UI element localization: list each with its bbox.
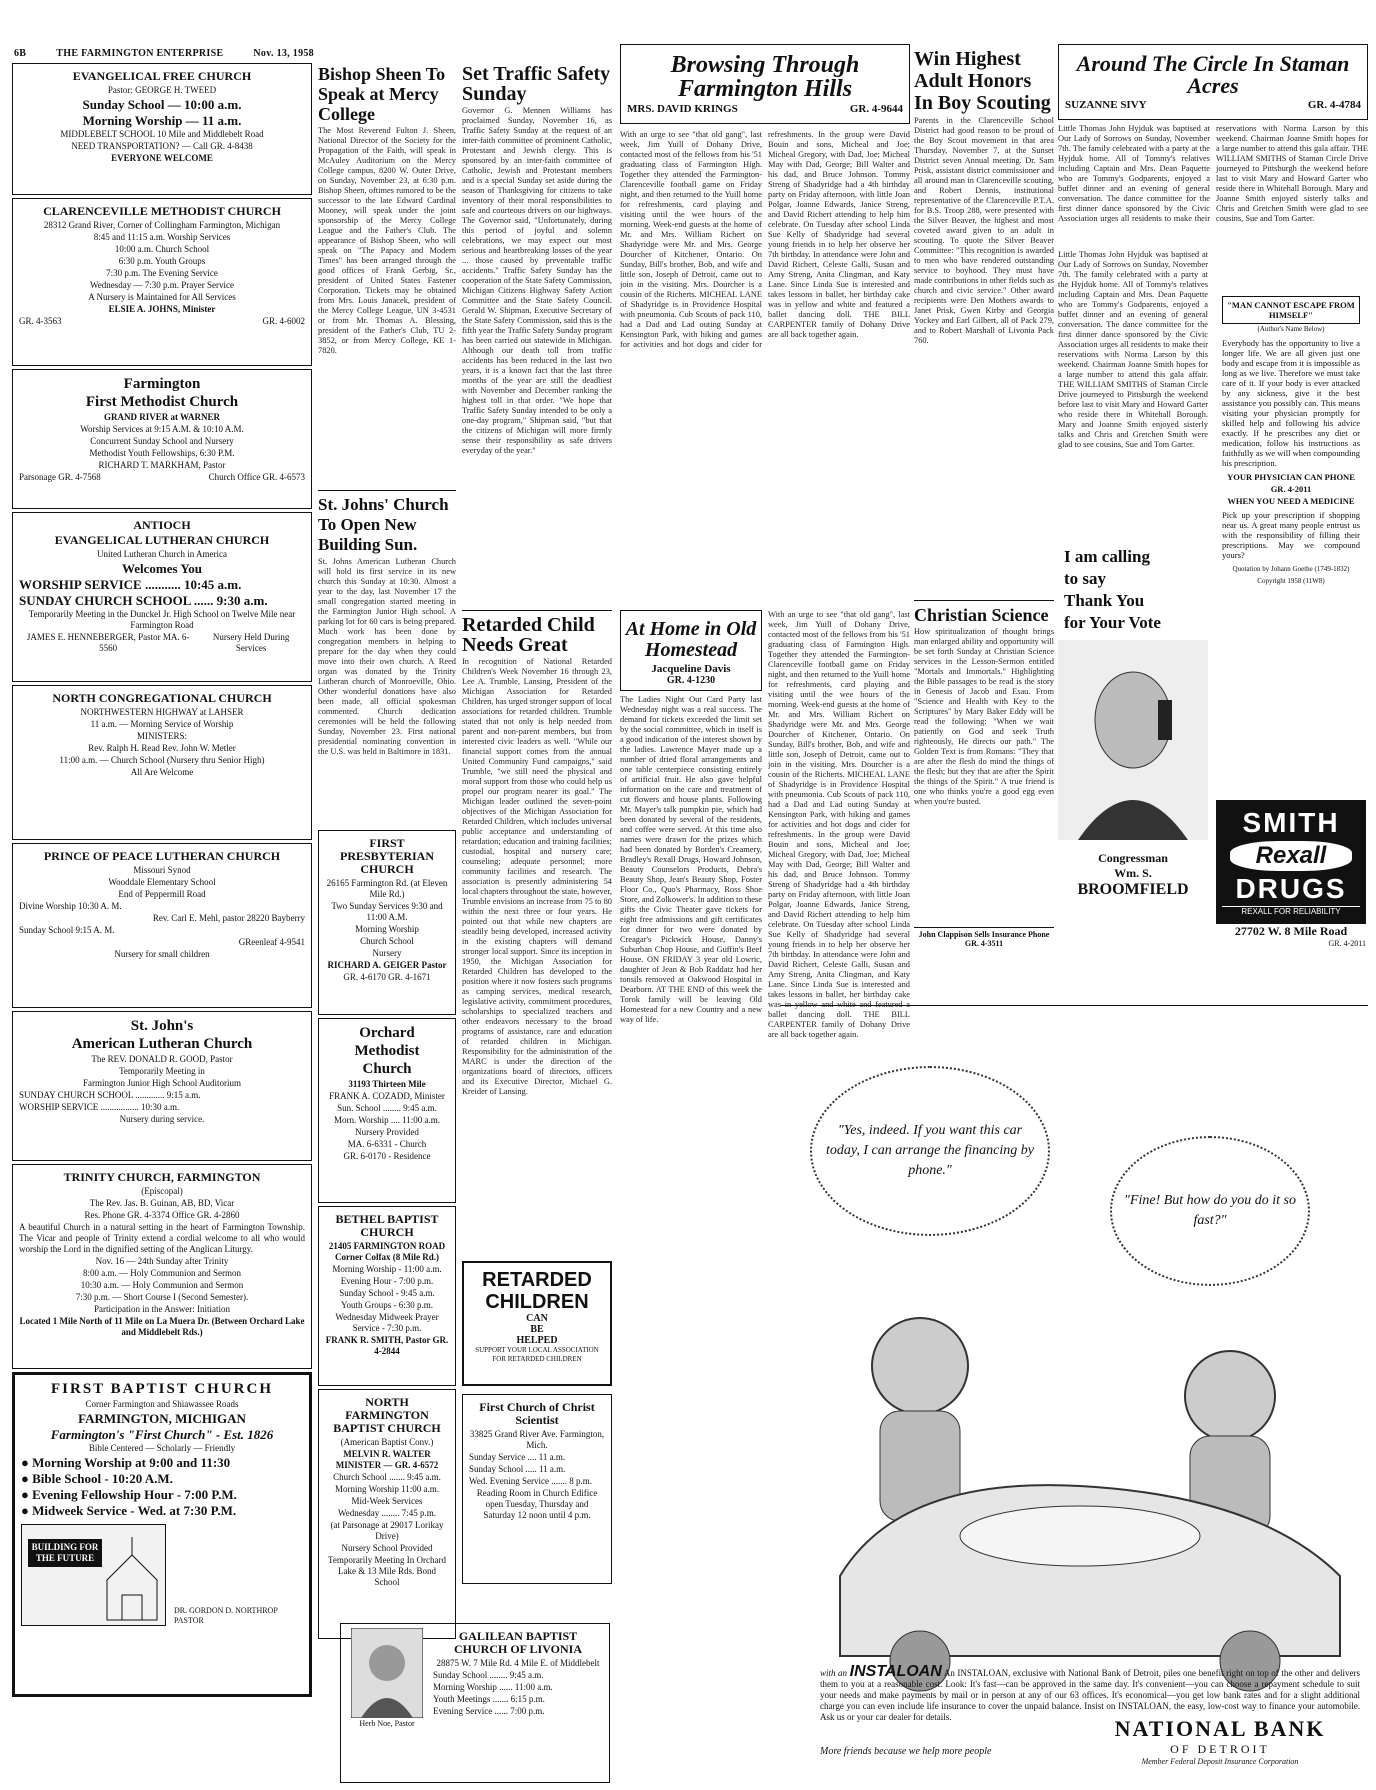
byline: MRS. DAVID KRINGS <box>627 103 738 115</box>
vicar: The Rev. Jas. B. Guinan, AB, BD, Vicar <box>89 1198 235 1208</box>
address: 33825 Grand River Ave. Farmington, Mich. <box>469 1429 605 1450</box>
service-line <box>21 1471 303 1486</box>
congressman-portrait-icon <box>1058 640 1208 840</box>
church-name: FIRST BAPTIST CHURCH <box>51 1381 273 1397</box>
bank-name: NATIONAL BANK <box>1114 1716 1326 1741</box>
service-line: Morning Worship ...... 11:00 a.m. <box>433 1682 553 1692</box>
service-line: 10:30 a.m. — Holy Communion and Sermon <box>80 1280 244 1290</box>
bethel-baptist-ad <box>318 1206 456 1386</box>
ad-line: YOUR PHYSICIAN CAN PHONE <box>1227 472 1355 482</box>
physician-ad <box>1216 290 1366 790</box>
church-name: GALILEAN BAPTIST CHURCH OF LIVONIA <box>454 1629 582 1656</box>
phone: GR. 4-3563 <box>19 316 62 326</box>
service-line: 7:30 p.m. — Short Course I (Second Semester). <box>75 1292 249 1302</box>
north-farmington-baptist-ad <box>318 1389 456 1639</box>
ad-title: "MAN CANNOT ESCAPE FROM HIMSELF" <box>1222 296 1360 324</box>
ad-phone: GR. 4-2011 <box>1270 484 1312 494</box>
service-line: Mid-Week Services <box>351 1496 423 1506</box>
service-text: Morning Worship at 9:00 and 11:30 <box>32 1455 231 1470</box>
service-line: Morning Worship - 11:00 a.m. <box>332 1264 442 1274</box>
church-name: First Methodist Church <box>85 394 239 410</box>
church-name: Orchard <box>359 1025 415 1041</box>
ad-credit: Quotation by Johann Goethe (1749-1832) <box>1232 565 1350 573</box>
bank-city: OF DETROIT <box>1170 1742 1270 1756</box>
dolls-in-car-illustration <box>780 1276 1368 1706</box>
speech-bubble-dealer <box>810 1066 1050 1236</box>
ad-line: DRUGS <box>1235 873 1347 904</box>
address: 28875 W. 7 Mile Rd. 4 Mile E. of Middlebelt <box>436 1658 600 1668</box>
ad-line: WHEN YOU NEED A MEDICINE <box>1227 496 1355 506</box>
stjohns-news-story: St. Johns American Lutheran Church will hold its first service in its new church this Sunday at 10:30. Almost a year to the day, last November 17 the small congregation started meeting in the Farmington Junior High school. A parking lot for 60 cars is being prepared. Much work has been done by congregation members in helping to prepare for the day when they could move into their own church. A Reed organ was donated by the Trinity Lutheran church of Monroeville, Ohio. Other wonderful donations have also been made, all official spokesman commented. Church dedication ceremonies will be held the following Sunday, November 23. First national presidential nominating convention in the U.S. was held in Baltimore in 1831. <box>318 557 456 756</box>
location: Temporarily Meeting in <box>119 1066 205 1076</box>
service-line: Rev. Ralph H. Read Rev. John W. Metler <box>88 743 236 753</box>
service-line: Sunday School ..... 11 a.m. <box>469 1464 566 1474</box>
service-line: Evening Service ...... 7:00 p.m. <box>433 1706 545 1716</box>
ad-line: HELPED <box>516 1335 558 1346</box>
phone: GR. 4-6170 GR. 4-1671 <box>343 972 431 982</box>
ad-name: BROOMFIELD <box>1077 881 1189 898</box>
service-text: Bible School - 10:20 A.M. <box>32 1471 173 1486</box>
nursery-note: Nursery for small children <box>114 949 210 959</box>
service-line: 11:00 a.m. — Church School (Nursery thru Senior High) <box>59 755 265 765</box>
building-sign-icon <box>21 1524 166 1626</box>
service-text: Midweek Service - Wed. at 7:30 P.M. <box>32 1503 237 1518</box>
rexall-logo: Rexall <box>1230 841 1352 871</box>
bullet-icon: ● <box>21 1471 33 1486</box>
browsing-story-continued: With an urge to see "that old gang", last week, Jim Yuill of Dohany Drive, contacted most of the fellows from his '51 graduating class of Farmington High. Together they attended the Farmington-Clarenceville football game on Friday night, and then returned to the Yuill home for refreshments, card playing and visiting until the wee hours of the morning. Week-end guests at the home of Mr. and Mrs. William Richert on Shadyridge were Mr. and Mrs. George Dourcher of Kitchener, Ontario. On Sunday, Bill's brother, Bob, and wife and little son, Joseph of Detroit, came out to join in the visiting. Mrs. Dourcher is a cousin of the Richerts. MICHEAL LANE of Shadyridge is in Providence Hospital with pneumonia. Cub Scouts of pack 110, had a Dad and Lad outing Sunday at Kensington Park, with hiking and games for activities and hot dogs and cider for refreshments. In the group were David Bouin and sons, Micheal and Joe; Micheal Gregory, with Dad, Joe; Micheal May with Dad, George; Bill Walter and his dad, and Bruce Johnson. Tommy Streng of Shadyridge had a 4th birthday party on Friday afternoon, with little Joan Polgar, Joanne Edwards, Janice Streng, and David Richert attending to help him celebrate. On Tuesday after school Linda Sue Kelly of Shadyridge had several young friends in to help her observe her 7th birthday. In attendance were John and David Richert, Celeste Galli, Susan and Amy Streng, Anita Clingman, and Katy Lane. Since Linda Sue is interested and takes lessons in ballet, her birthday cake was in yellow and white and featured a ballet dancing doll. THE BILL CARPENTER family of Dohany Drive are all back together again. <box>768 610 910 1039</box>
pastor: Pastor: GEORGE H. TWEED <box>107 85 217 95</box>
address: 21405 FARMINGTON ROAD Corner Colfax (8 Mile Rd.) <box>328 1241 446 1262</box>
browsing-header <box>620 44 910 124</box>
insurance-ad: John Clappison Sells Insurance Phone GR. 4-3511 <box>914 927 1054 948</box>
broomfield-ad <box>1058 540 1208 1000</box>
page-header <box>14 48 314 59</box>
clarenceville-methodist-ad <box>12 198 312 366</box>
stjohns-news-headline: St. Johns' Church To Open New Building Sun. <box>318 495 449 554</box>
nursery-note: Nursery during service. <box>119 1114 205 1124</box>
service-line: Wednesday ........ 7:45 p.m. <box>337 1508 436 1518</box>
circle-story: Little Thomas John Hyjduk was baptised at Our Lady of Sorrows on Sunday, November 7th. The family celebrated with a party at the Hyjduk home. All of Tommy's relatives including Captain and Mrs. Dean Paquette who are Tommy's Godparents, enjoyed a buffet dinner and an evening of general conversation. The dance committee for the first dinner dance sponsored by the Civic Association urges all residents to make their reservations with Norma Larson by this weekend. Chairman Joanne Smith hopes for a large number to attend this gala affair. THE WILLIAM SMITHS of Staman Circle Drive journeyed to Pittsburgh the weekend before last to visit Mary and Howard Garter who reside there in Whitehall Borough. Mary and Joanne Smith enjoyed sisterly talks and Chris and Gretchen Smith were glad to see cousins, Sue and Tom Garter. <box>1058 124 1368 223</box>
ad-line: SMITH <box>1242 807 1340 838</box>
service-line <box>21 1487 303 1502</box>
divider <box>462 610 612 611</box>
byline: SUZANNE SIVY <box>1065 99 1147 111</box>
minister: ELSIE A. JOHNS, Minister <box>108 304 216 314</box>
traffic-headline: Set Traffic Safety Sunday <box>462 63 611 105</box>
service-line: Wednesday Midweek Prayer Service - 7:30 p.m. <box>335 1312 439 1333</box>
orchard-methodist-ad <box>318 1018 456 1203</box>
prince-of-peace-ad <box>12 843 312 1008</box>
evangelical-free-church-ad <box>12 63 312 195</box>
pastor: DR. GORDON D. NORTHROP PASTOR <box>174 1606 278 1625</box>
church-name: PRINCE OF PEACE LUTHERAN CHURCH <box>43 849 281 863</box>
bank-slogan: More friends because we help more people <box>820 1746 992 1757</box>
service-line: MINISTERS: <box>136 731 187 741</box>
service-line <box>21 1503 303 1518</box>
sheen-story: The Most Reverend Fulton J. Sheen, National Director of the Society for the Propagation of the Faith, will speak in McAuley Auditorium on the Mercy College campus, 8200 W. Outer Drive, on Sunday, November 23, at 6:30 p.m. Bishop Sheen, oftimes rumored to be the successor to the late Edward Cardinal Mooney, will speak under the joint sponsorship of the Mercy College League and the Father's Club. The appearance of Bishop Sheen, who will speak on "The Papacy and Modern Times" has been arranged through the good offices of Frank Gerbig, Sr., president of United States Fastener Corporation. Tickets may be obtained from Mrs. Louis Janacek, president of the Mercy College League, UN 3-4531 or from Mr. Thomas A. Blessing, president of the Father's Club, TU 2-3852, or from Mercy College, KE 1-7820. <box>318 126 456 355</box>
phone: GR. 4-9644 <box>849 103 903 115</box>
speech-bubble-customer <box>1110 1136 1310 1286</box>
church-name: NORTH FARMINGTON BAPTIST CHURCH <box>333 1395 441 1435</box>
welcome-note: Welcomes You <box>121 561 203 576</box>
service-line: 8:45 and 11:15 a.m. Worship Services <box>93 232 231 242</box>
phone: GR. 4-1230 <box>666 675 716 686</box>
north-congregational-ad <box>12 685 312 840</box>
service-line: A Nursery is Maintained for All Services <box>88 292 236 302</box>
christian-science-story: How spiritualization of thought brings man enlarged ability and opportunity will be set forth Sunday at Christian Science services in the Lesson-Sermon entitled "Mortals and Immortals." Highlighting the Bible passages to be read is the story in Genesis of Jacob and Esau. From "Science and Health with Key to the Scriptures" by Mary Baker Eddy will be read the following: "When we wait patiently on God and seek Truth righteously, He directs our path." The Golden Text is from Romans: "They that are after the flesh do mind the things of the flesh; but they that are after the Spirit the things of the Spirit." A true friend is one who thinks you're a good egg even when you're busted. <box>914 627 1054 806</box>
service-line: Morn. Worship .... 11:00 a.m. <box>333 1115 441 1125</box>
sheen-headline: Bishop Sheen To Speak at Mercy College <box>318 64 446 124</box>
location: Located 1 Mile North of 11 Mile on La Muera Dr. (Between Orchard Lake and Middlebelt Rds.) <box>19 1316 305 1337</box>
ad-line: CAN <box>526 1313 548 1324</box>
location: MIDDLEBELT SCHOOL 10 Mile and Middlebelt Road <box>60 129 264 139</box>
minister: MELVIN R. WALTER MINISTER — GR. 4-6572 <box>335 1449 439 1470</box>
bullet-icon: ● <box>21 1455 33 1470</box>
service-line: 7:30 p.m. The Evening Service <box>106 268 218 278</box>
bubble-text: "Yes, indeed. If you want this car today, I can arrange the financing by phone." <box>825 1123 1035 1178</box>
homestead-headline: At Home in Old Homestead <box>625 618 757 661</box>
service-line: Evening Hour - 7:00 p.m. <box>340 1276 434 1286</box>
minister: FRANK A. COZADD, Minister <box>329 1091 445 1101</box>
ad-line: for Your Vote <box>1064 613 1161 632</box>
ad-slogan: REXALL FOR RELIABILITY <box>1222 906 1360 916</box>
service-line: Nursery <box>372 948 402 958</box>
christ-scientist-ad <box>462 1394 612 1584</box>
location: Wooddale Elementary School <box>108 877 216 887</box>
page-number: 6B <box>14 48 27 59</box>
service-line: 11 a.m. — Morning Service of Worship <box>90 719 234 729</box>
church-name: Farmington <box>123 376 201 392</box>
retarded-headline: Retarded Child Needs Great <box>462 614 595 656</box>
ad-line: to say <box>1064 569 1107 588</box>
service-time: SUNDAY CHURCH SCHOOL ...... 9:30 a.m. <box>19 593 268 608</box>
tagline: Farmington's "First Church" - Est. 1826 <box>50 1427 274 1442</box>
bullet-icon: ● <box>21 1503 33 1518</box>
ad-line: CHILDREN <box>485 1291 589 1313</box>
subtitle: (Episcopal) <box>141 1186 183 1196</box>
service-line: Worship Services at 9:15 A.M. & 10:10 A.M. <box>80 424 244 434</box>
byline: Jacqueline Davis <box>651 663 731 675</box>
church-name: ANTIOCH <box>133 518 191 532</box>
service-line: 10:00 a.m. Church School <box>114 244 210 254</box>
address: 26165 Farmington Rd. (at Eleven Mile Rd.) <box>326 878 448 899</box>
pastor: The REV. DONALD R. GOOD, Pastor <box>91 1054 233 1064</box>
church-name: NORTH CONGREGATIONAL CHURCH <box>52 691 272 705</box>
nursery-note: Nursery School Provided <box>341 1543 433 1553</box>
trinity-church-ad <box>12 1164 312 1369</box>
ad-line: RETARDED <box>482 1269 592 1291</box>
city: FARMINGTON, MICHIGAN <box>78 1411 246 1426</box>
service-line: Sunday School ........ 9:45 a.m. <box>433 1670 544 1680</box>
phone: GR. 4-2011 <box>1328 939 1366 948</box>
retarded-children-ad <box>462 1261 612 1386</box>
location: Temporarily Meeting In Orchard Lake & 13 Mile Rds. Bond School <box>327 1555 447 1587</box>
service-line: Church School ....... 9:45 a.m. <box>333 1472 441 1482</box>
boyscout-headline: Win Highest Adult Honors In Boy Scouting <box>914 48 1051 114</box>
location: End of Peppermill Road <box>118 889 206 899</box>
address: 31193 Thirteen Mile <box>348 1079 426 1089</box>
church-name: Methodist <box>354 1043 420 1059</box>
service-line: 6:30 p.m. Youth Groups <box>118 256 206 266</box>
service-time: WORSHIP SERVICE ........... 10:45 a.m. <box>19 577 242 592</box>
reading-room: Reading Room in Church Edifice open Tuesday, Thursday and Saturday 12 noon until 4 p.m. <box>476 1488 598 1520</box>
service-line: Participation in the Answer: Initiation <box>94 1304 230 1314</box>
service-line: Nursery Provided <box>355 1127 419 1137</box>
traffic-story: Governor G. Mennen Williams has proclaimed Sunday, November 16, as Traffic Safety Sunday at the request of an inter-faith committee of prominent Catholic, Protestant and Jewish clergy. This is sponsored by an inter-faith committee of Catholic, Jewish and Protestant members and is a special Sunday set aside during the season of Thanksgiving for citizens to take inventory of their moral responsibilities to safe and courteous drivers on our highways. The Governor said, "Unfortunately, during this period of joyful and solemn celebrations, we may expect our most serious and heartbreaking losses of the year ... those caused by preventable traffic accidents." Traffic Safety Sunday has the cooperation of the State Safety Commission, Michigan Citizens Highway Safety Action Committee and the State Safety Council. Gerald W. Shipman, Executive Secretary of the State Safety Commission, said this is the fifth year the Traffic Safety Sunday program has been carried out statewide in Michigan. Although our death toll from traffic accidents has been reduced in the last two years, it is a known fact that the last three months of the year are still the deadliest with November and December ranking the highest toll in that order. "We hope that Traffic Safety Sunday intended to be only a one-day program," Shipman said, "but that the citizens of Michigan will more firmly sense their responsibility as safe drivers everyday of the year." <box>462 106 612 455</box>
ad-line: I am calling <box>1064 547 1150 566</box>
location: Temporarily Meeting in the Dunckel Jr. High School on Twelve Mile near Farmington Road <box>28 609 296 630</box>
ad-text: with an <box>820 1668 848 1678</box>
service-line: Church School <box>360 936 414 946</box>
service-line: Sunday School - 9:45 a.m. <box>339 1288 435 1298</box>
pastor: FRANK R. SMITH, Pastor GR. 4-2844 <box>325 1335 449 1356</box>
phone: Res. Phone GR. 4-3374 Office GR. 4-2860 <box>84 1210 240 1220</box>
service-line: Sunday Service .... 11 a.m. <box>469 1452 566 1462</box>
service-line: SUNDAY CHURCH SCHOOL ............. 9:15 a.m. <box>19 1090 201 1100</box>
phone: GR. 4-4784 <box>1307 99 1361 111</box>
homestead-header <box>620 610 762 691</box>
service-line: Methodist Youth Fellowships, 6:30 P.M. <box>89 448 235 458</box>
bullet-icon: ● <box>21 1487 33 1502</box>
church-name: EVANGELICAL LUTHERAN CHURCH <box>54 533 270 547</box>
subtitle: United Lutheran Church in America <box>97 549 227 559</box>
ad-credit: Copyright 1958 (11W8) <box>1257 577 1325 585</box>
circle-story-left <box>1058 250 1208 530</box>
ad-line: Congressman <box>1098 851 1168 865</box>
welcome-note: EVERYONE WELCOME <box>111 153 213 163</box>
issue-date: Nov. 13, 1958 <box>253 48 314 59</box>
phone: GR. 6-0170 - Residence <box>343 1151 431 1161</box>
first-methodist-ad <box>12 369 312 509</box>
phone: GReenleaf 4-9541 <box>238 937 305 947</box>
church-name: FIRST PRESBYTERIAN CHURCH <box>339 836 435 876</box>
sign-label: BUILDING FOR THE FUTURE <box>28 1539 102 1567</box>
transport-note: NEED TRANSPORTATION? — Call GR. 4-8438 <box>71 141 253 151</box>
service-line: Wednesday — 7:30 p.m. Prayer Service <box>90 280 234 290</box>
retarded-story: In recognition of National Retarded Children's Week November 16 through 23, Lee A. Trumble, Lansing, President of the Michigan Association for Retarded Children, has urged stronger support of local associations for retarded children. Trumble stated that not only is help needed from parent and non-parent members, but from interested civic leaders as well. "While our financial support comes from the annual United Community Fund campaigns," said Trumble, "we still need the physical and moral support from those who could help us propel our program nearer its goal." The Michigan leader outlined the seven-point objectives of the Michigan Association for Retarded Children, which includes universal public acceptance and understanding of retardation; education and training facilities; custodial, hospital and nursery care; counseling; adequate personnel; more community facilities and research. The association is presently administering 54 local chapters throughout the state, however, Trumble envisions an increase from 75 to 80 within the next three or four years. He pointed out that while new chapters are steadily being developed, increased activity in the existing chapters will demand stronger local support. Since its inception in 1950, the Michigan Association for Retarded Children has developed to the position where it now fosters such programs as camping services, medical research, legislative activity, commitment procedures, scholarships to specialized teachers and other endeavors necessary to the broad programs of assistance, care and education of retarded children in Michigan. Responsibility for the administration of the MARC is under the direction of the organizations board of directors, officers and its Executive Director, Michael G. Kreider of Lansing. <box>462 657 612 1096</box>
phone: MA. 6-6331 - Church <box>347 1139 427 1149</box>
homestead-story: The Ladies Night Out Card Party last Wednesday night was a real success. The demand for tickets exceeded the limit set by the social committee, which in itself is a good indication of the interest shown by the ladies. Lawrence Mayer made up a number of dried floral arrangements and one table centerpiece consisting entirely of artificial fruit. He also gave helpful information on the care and treatment of cut flowers and house plants. Following Mr. Mayer's talk pumpkin pie, which had been donated by several of the residents, and coffee were served. At this time also names were drawn for the prizes which had been donated by Borden's Creamery, Bradley's Rexall Drugs, Howard Johnson, Beauty Counselors Products, Debra's Beauty Shop, Jean's Beauty Shop, Foster Floor Co., Quo's Pharmacy, Ross Shoe Store, and Zolkower's. In addition to these gifts the Civic Theater gave tickets for eight free admissions and gift certificates for dinner for two were donated by Creagar's Pickwick House, Danny's Suburban Chop House, and Guffin's Beef House. ON FRIDAY 3 year old Lowric, daughter of Jean & Bob Raddatz had her tonsils removed at Oakwood Hospital in Dearborn. AT THE END of this week the Torok family will be leaving Old Homestead for a new Country and a new way of life. <box>620 695 762 1024</box>
church-name: EVANGELICAL FREE CHURCH <box>72 69 252 83</box>
church-name: St. John's <box>130 1018 194 1034</box>
subtitle: (American Baptist Conv.) <box>340 1437 434 1447</box>
service-line: Divine Worship 10:30 A. M. <box>19 901 122 911</box>
circle-header <box>1058 44 1368 120</box>
church-name: BETHEL BAPTIST CHURCH <box>335 1212 439 1239</box>
browsing-story: With an urge to see "that old gang", last week, Jim Yuill of Dohany Drive, contacted most of the fellows from his '51 graduating class of Farmington High. Together they attended the Farmington-Clarenceville football game on Friday night, and then returned to the Yuill home for refreshments, card playing and visiting until the wee hours of the morning. Week-end guests at the home of Mr. and Mrs. William Richert on Shadyridge were Mr. and Mrs. George Dourcher of Kitchener, Ontario. On Sunday, Bill's brother, Bob, and wife and little son, Joseph of Detroit, came out to join in the visiting. Mrs. Dourcher is a cousin of the Richerts. MICHEAL LANE of Shadyridge is in Providence Hospital with pneumonia. Cub Scouts of pack 110, had a Dad and Lad outing Sunday at Kensington Park, with hiking and games for activities and hot dogs and cider for refreshments. In the group were David Bouin and sons, Micheal and Joe; Micheal Gregory, with Dad, Joe; Micheal May with Dad, George; Bill Walter and his dad, and Bruce Johnson. Tommy Streng of Shadyridge had a 4th birthday party on Friday afternoon, with little Joan Polgar, Joanne Edwards, Janice Streng, and David Richert attending to help him celebrate. On Tuesday after school Linda Sue Kelly of Shadyridge had several young friends in to help her observe her 7th birthday. In attendance were John and David Richert, Celeste Galli, Susan and Amy Streng, Anita Clingman, and Katy Lane. Since Linda Sue is interested and takes lessons in ballet, her birthday cake was in yellow and white and featured a ballet dancing doll. THE BILL CARPENTER family of Dohany Drive are all back together again. <box>620 130 910 349</box>
service-line: Sun. School ........ 9:45 a.m. <box>337 1103 437 1113</box>
smith-rexall-ad <box>1216 800 1366 990</box>
ad-line: Thank You <box>1064 591 1145 610</box>
divider <box>318 490 456 491</box>
motto: Bible Centered — Scholarly — Friendly <box>88 1443 236 1453</box>
address: 27702 W. 8 Mile Road <box>1234 924 1348 938</box>
service-time: Sunday School — 10:00 a.m. <box>82 97 242 112</box>
circle-story-text: Little Thomas John Hyjduk was baptised at Our Lady of Sorrows on Sunday, November 7th. The family celebrated with a party at the Hyjduk home. All of Tommy's relatives including Captain and Mrs. Dean Paquette who are Tommy's Godparents, enjoyed a buffet dinner and an evening of general conversation. The dance committee for the first dinner dance sponsored by the Civic Association urges all residents to make their reservations with Norma Larson by this weekend. Chairman Joanne Smith hopes for a large number to attend this gala affair. THE WILLIAM SMITHS of Staman Circle Drive journeyed to Pittsburgh the weekend before last to visit Mary and Howard Garter who reside there in Whitehall Borough. Mary and Joanne Smith enjoyed sisterly talks and Chris and Gretchen Smith were glad to see cousins, Sue and Tom Garter. <box>1058 250 1208 449</box>
boyscout-story: Parents in the Clarenceville School District had good reason to be proud of the Boy Scout movement in that area Thursday, November 7, at the Sunset District seven Annual meeting. Dr. Sam Prisk, assistant district commissioner and all around man in Clarenceville scouting, and Robert Dennis, institutional representative of the Clarenceville P.T.A. for B.S. Troop 288, were presented with the Silver Beaver, the highest and most coveted award given to an adult in scouting. To quote the Silver Beaver Committee: "This recognition is awarded to men who have rendered outstanding service to boyhood. They must have made contributions in other fields such as church and civic service." Other award recipients were Den Mothers awards to Janet Prisk, Gwen Kirby and Georgia Yockey and Earl Gilbert, all of Pack 279, and to Robert Marshall of Livonia Pack 760. <box>914 116 1054 345</box>
address: NORTHWESTERN HIGHWAY at LAHSER <box>80 707 244 717</box>
ad-line: SUPPORT YOUR LOCAL ASSOCIATION FOR RETARDED CHILDREN <box>475 1346 599 1363</box>
service-line: All Are Welcome <box>130 767 194 777</box>
service-line: Two Sunday Services 9:30 and 11:00 A.M. <box>331 901 443 922</box>
fdic-note: Member Federal Deposit Insurance Corporation <box>1141 1757 1299 1766</box>
pastor: RICHARD T. MARKHAM, Pastor <box>98 460 226 470</box>
service-time: Morning Worship — 11 a.m. <box>82 113 242 128</box>
service-line: Morning Worship <box>355 924 419 934</box>
divider <box>914 600 1054 601</box>
phone: Parsonage GR. 4-7568 <box>19 472 101 482</box>
service-line: Youth Groups - 6:30 p.m. <box>340 1300 434 1310</box>
pastor: RICHARD A. GEIGER Pastor <box>327 960 447 970</box>
browsing-headline: Browsing Through Farmington Hills <box>670 52 860 102</box>
circle-headline: Around The Circle In Staman Acres <box>1076 51 1350 98</box>
ad-line: BE <box>530 1324 544 1335</box>
service-line: 8:00 a.m. — Holy Communion and Sermon <box>83 1268 241 1278</box>
description: A beautiful Church in a natural setting in the heart of Farmington Township. The Vicar and people of Trinity extend a cordial welcome to all who would worship the Lord in the dignified setting of the Anglican Liturgy. <box>19 1222 305 1254</box>
christian-science-headline: Christian Science <box>914 605 1049 625</box>
service-line <box>21 1455 303 1470</box>
national-bank-ad <box>780 1005 1368 1781</box>
ad-body: An INSTALOAN, exclusive with National Bank of Detroit, piles one benefit right on top of the other and delivers them to you at a reasonable cost. Look: It's fast—can be approved in the same day. It's convenient—you can choose a repayment schedule to suit your needs and make payments by mail or in person at any of our 63 offices. It's economical—you get low bank rates and for a slight additional charge you can even include life insurance to cover the unpaid balance. Insist on INSTALOAN, the easy, low-cost way to finance your automobile. Ask us or your car dealer for details. <box>820 1668 1360 1722</box>
pastor: Rev. Carl E. Mehl, pastor 28220 Bayberry <box>152 913 305 923</box>
service-line: Sunday School 9:15 A. M. <box>19 925 115 935</box>
service-line: Morning Worship 11:00 a.m. <box>334 1484 440 1494</box>
nursery-note: Nursery Held During Services <box>212 632 290 653</box>
church-name: CLARENCEVILLE METHODIST CHURCH <box>43 204 281 218</box>
ad-line: Wm. S. <box>1114 866 1152 880</box>
pastor: JAMES E. HENNEBERGER, Pastor MA. 6-5560 <box>26 632 190 653</box>
ad-body: Everybody has the opportunity to live a longer life. We are all given just one body and escape from it is impossible as long as we live. Therefore we must take care of it. If your body is ever attacked by any sickness, give it the best assistance you possibly can. This means visiting your physician promptly for skilled help and following his advice exactly. If he prescribes any diet or medication, follow his instructions as faithfully as we will when compounding his prescription. <box>1222 338 1360 468</box>
service-line: Nov. 16 — 24th Sunday after Trinity <box>95 1256 229 1266</box>
address: Corner Farmington and Shiawassee Roads <box>85 1399 239 1409</box>
church-name: Church <box>362 1061 412 1077</box>
pastor: Herb Noe, Pastor <box>359 1719 415 1728</box>
st-johns-lutheran-ad <box>12 1011 312 1161</box>
paper-name: THE FARMINGTON ENTERPRISE <box>56 48 224 59</box>
service-text: Evening Fellowship Hour - 7:00 P.M. <box>32 1487 237 1502</box>
service-line: Concurrent Sunday School and Nursery <box>90 436 234 446</box>
service-line: Wed. Evening Service ....... 8 p.m. <box>469 1476 592 1486</box>
first-presbyterian-ad <box>318 830 456 1015</box>
church-name: First Church of Christ Scientist <box>479 1400 595 1427</box>
column-two <box>318 60 456 1780</box>
church-directory-column <box>12 60 312 1760</box>
subtitle: Missouri Synod <box>133 865 191 875</box>
address: GRAND RIVER at WARNER <box>103 412 221 422</box>
address: 28312 Grand River, Corner of Collingham Farmington, Michigan <box>43 220 281 230</box>
service-line: (at Parsonage at 29017 Lorikay Drive) <box>330 1520 444 1541</box>
church-name: American Lutheran Church <box>71 1036 253 1052</box>
phone: GR. 4-6002 <box>262 316 305 326</box>
phone: Church Office GR. 4-6573 <box>208 472 305 482</box>
service-line: Youth Meetings ....... 6:15 p.m. <box>433 1694 545 1704</box>
service-line: WORSHIP SERVICE ................. 10:30 a.m. <box>19 1102 180 1112</box>
antioch-lutheran-ad <box>12 512 312 682</box>
ad-body: Pick up your prescription if shopping near us. A great many people entrust us with the responsibility of filling their prescriptions. May we compound yours? <box>1222 510 1360 560</box>
location: Farmington Junior High School Auditorium <box>82 1078 241 1088</box>
bubble-text: "Fine! But how do you do it so fast?" <box>1124 1193 1296 1228</box>
column-three <box>462 60 612 1780</box>
church-building-icon <box>22 1525 172 1625</box>
pastor-photo <box>347 1628 427 1778</box>
column-six <box>914 44 1054 994</box>
galilean-baptist-ad <box>340 1623 610 1783</box>
church-name: TRINITY CHURCH, FARMINGTON <box>63 1170 261 1184</box>
instaloan-logo: INSTALOAN <box>849 1663 942 1680</box>
ad-subtitle: (Author's Name Below) <box>1257 325 1325 333</box>
first-baptist-ad <box>12 1372 312 1697</box>
pastor-portrait-icon <box>351 1628 423 1718</box>
